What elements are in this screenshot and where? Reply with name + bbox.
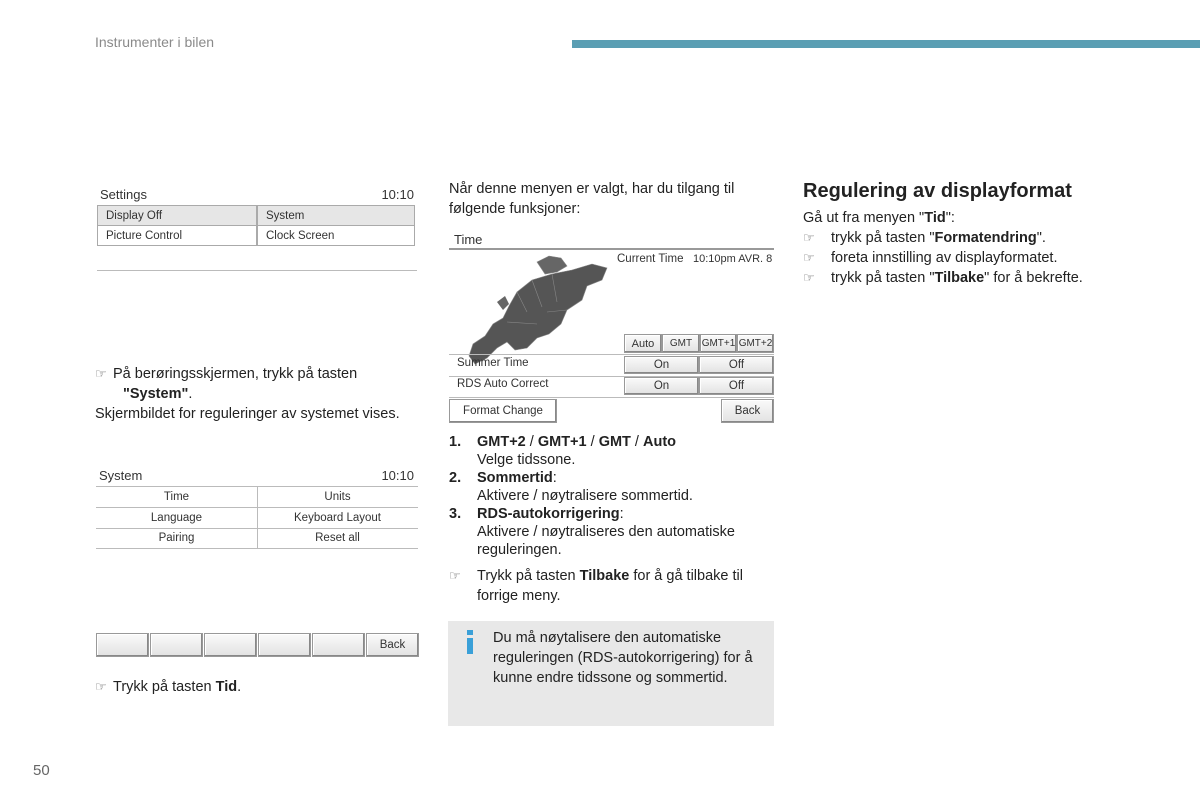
step-item <box>803 228 1143 248</box>
system-instruction-text: På berøringsskjermen, trykk på tasten <box>113 366 358 382</box>
intro-prefix: Gå ut fra menyen " <box>803 210 925 226</box>
soft-button-3[interactable] <box>204 633 257 657</box>
back-instruction-prefix: Trykk på tasten <box>477 568 580 584</box>
list-item-3 <box>449 505 769 559</box>
zone-gmt1-button[interactable]: GMT+1 <box>700 334 737 353</box>
system-instruction <box>95 364 425 404</box>
list-sep: / <box>525 434 538 450</box>
summer-on-button[interactable]: On <box>624 356 699 374</box>
tid-instruction-text: Trykk på tasten <box>113 679 216 695</box>
list-number: 1. <box>449 434 462 450</box>
rds-label: RDS Auto Correct <box>457 378 549 390</box>
system-screen-time: 10:10 <box>381 468 414 483</box>
summer-time-label: Summer Time <box>457 357 529 369</box>
europe-map-image <box>457 252 617 367</box>
header-accent-bar <box>572 40 1200 48</box>
list-desc: Aktivere / nøytralisere sommertid. <box>477 488 693 504</box>
settings-clock-screen[interactable]: Clock Screen <box>257 225 415 246</box>
list-title: Auto <box>643 434 677 450</box>
step-bold: Formatendring <box>934 230 1037 246</box>
list-title: GMT+2 <box>477 434 526 450</box>
time-screen-title: Time <box>454 232 483 247</box>
time-row-line <box>449 397 774 398</box>
system-reset-all[interactable]: Reset all <box>315 532 360 544</box>
rds-on-button[interactable]: On <box>624 377 699 395</box>
zone-auto-button[interactable]: Auto <box>624 334 662 353</box>
pointer-icon: ☞ <box>95 366 107 381</box>
soft-button-5[interactable] <box>312 633 365 657</box>
step-item <box>803 248 1143 268</box>
display-format-section <box>803 180 1123 203</box>
format-change-button[interactable]: Format Change <box>449 399 557 423</box>
system-pairing[interactable]: Pairing <box>158 532 195 544</box>
time-screen <box>449 230 774 425</box>
list-number: 3. <box>449 506 462 522</box>
system-back-button[interactable]: Back <box>366 633 419 657</box>
running-header: Instrumenter i bilen <box>95 34 215 50</box>
back-instruction <box>449 566 769 606</box>
settings-system[interactable]: System <box>257 205 415 226</box>
soft-button-1[interactable] <box>96 633 149 657</box>
current-time-label: Current Time <box>617 253 684 265</box>
summer-off-button[interactable]: Off <box>699 356 774 374</box>
tid-button-name: Tid <box>215 679 238 695</box>
list-item-1 <box>449 433 769 469</box>
step-suffix: " for å bekrefte. <box>984 270 1083 286</box>
pointer-icon: ☞ <box>803 230 815 245</box>
step-bold: Tilbake <box>934 270 985 286</box>
info-text: Du må nøytalisere den automatiske reguleringen (RDS-autokorrigering) for å kunne endre tidssone og sommertid. <box>493 630 753 686</box>
step-prefix: trykk på tasten " <box>831 270 935 286</box>
rds-off-button[interactable]: Off <box>699 377 774 395</box>
list-title: Sommertid <box>477 470 553 486</box>
pointer-icon: ☞ <box>95 679 107 694</box>
pointer-icon: ☞ <box>803 270 815 285</box>
step-suffix: ". <box>1036 230 1046 246</box>
system-keyboard-layout[interactable]: Keyboard Layout <box>294 511 381 524</box>
zone-gmt2-button[interactable]: GMT+2 <box>737 334 774 353</box>
system-grid-line <box>96 548 418 549</box>
pointer-icon: ☞ <box>803 250 815 265</box>
display-format-intro <box>803 208 1143 228</box>
time-row-line <box>449 354 774 355</box>
list-sep: / <box>586 434 599 450</box>
step-prefix: trykk på tasten " <box>831 230 935 246</box>
step-prefix: foreta innstilling av displayformatet. <box>831 250 1058 266</box>
current-time-value: 10:10pm AVR. 8 <box>693 253 773 265</box>
list-desc: Aktivere / nøytraliseres den automatiske reguleringen. <box>477 524 735 558</box>
step-item <box>803 268 1143 288</box>
tid-menu-name: Tid <box>924 210 946 226</box>
system-instruction-end: . <box>188 386 193 402</box>
system-screen <box>96 466 418 556</box>
list-colon: : <box>619 506 624 522</box>
section-heading: Regulering av displayformat <box>803 180 1072 202</box>
zone-gmt-button[interactable]: GMT <box>662 334 700 353</box>
list-title: RDS-autokorrigering <box>477 506 620 522</box>
system-units[interactable]: Units <box>324 490 351 503</box>
tid-instruction <box>95 677 425 697</box>
time-back-button[interactable]: Back <box>721 399 774 423</box>
list-item-2 <box>449 469 769 505</box>
list-title: GMT+1 <box>537 434 587 450</box>
intro-suffix: ": <box>945 210 955 226</box>
tilbake-button-name: Tilbake <box>579 568 630 584</box>
back-instruction-text <box>477 566 769 606</box>
soft-button-2[interactable] <box>150 633 203 657</box>
menu-intro: Når denne menyen er valgt, har du tilgang til følgende funksjoner: <box>449 181 735 217</box>
list-number: 2. <box>449 470 462 486</box>
system-time[interactable]: Time <box>163 490 190 503</box>
system-caption: Skjermbildet for reguleringer av systemet vises. <box>95 406 400 422</box>
settings-screen-title: Settings <box>100 187 147 202</box>
list-colon: : <box>552 470 557 486</box>
system-language[interactable]: Language <box>150 511 203 524</box>
page-number: 50 <box>33 762 50 779</box>
system-screen-title: System <box>99 468 143 483</box>
settings-display-off[interactable]: Display Off <box>97 205 257 226</box>
list-sep: / <box>630 434 643 450</box>
display-format-steps <box>803 208 1143 288</box>
time-screen-title-line <box>449 248 774 250</box>
settings-screen-divider <box>97 270 417 271</box>
tid-instruction-end: . <box>237 679 242 695</box>
settings-picture-control[interactable]: Picture Control <box>97 225 257 246</box>
list-title: GMT <box>598 434 631 450</box>
function-list <box>449 433 769 559</box>
back-instruction-suffix: for å gå tilbake til forrige meny. <box>477 568 743 604</box>
info-icon <box>465 630 475 654</box>
settings-screen <box>97 186 417 248</box>
system-grid-vline <box>257 486 258 548</box>
list-desc: Velge tidssone. <box>477 452 576 468</box>
soft-button-4[interactable] <box>258 633 311 657</box>
settings-screen-time: 10:10 <box>381 187 414 202</box>
system-button-name: "System" <box>123 386 189 402</box>
pointer-icon: ☞ <box>449 568 461 583</box>
